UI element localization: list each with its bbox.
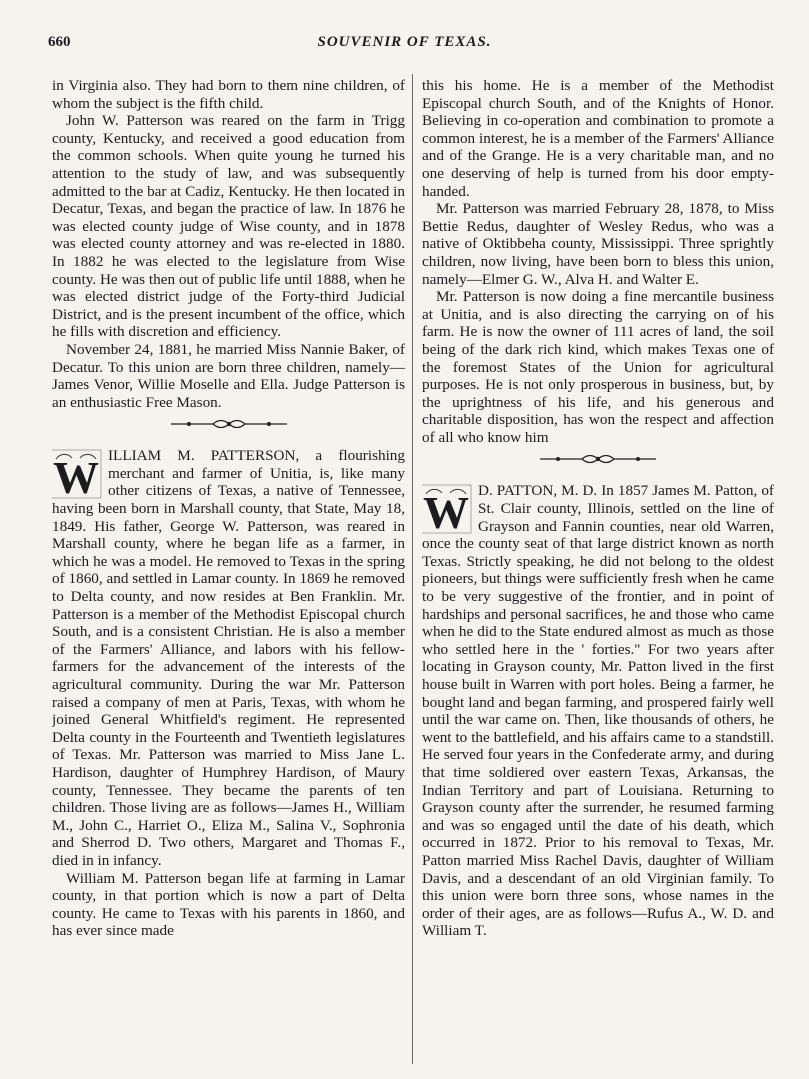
running-title: SOUVENIR OF TEXAS.	[317, 34, 492, 50]
paragraph: John W. Patterson was reared on the farm in Trigg county, Kentucky, and received a good education from the common schools. When quite young he turned his attention to the study of law, and was subsequently admitted to the bar at Cadiz, Kentucky. He then located in Decatur, Texas, and began the practice of law. In 1876 he was elected county judge of Wise county, and in 1878 was elected county attorney and was re-elected in 1880. In 1882 he was elected to the legislature from Wise county. He was then out of public life until 1888, when he was elected district judge of the Forty-third Judicial District, and is the present incumbent of the office, which he fills with discretion and efficiency.	[52, 112, 405, 341]
paragraph: ILLIAM M. PATTERSON, a flourishing merchant and farmer of Unitia, is, like many other citizens of Texas, a native of Tennessee, having been born in Marshall county, that State, May 18, 1849. His father, George W. Patterson, was reared in Marshall county, where he began life as a farmer, in which he was a model. He removed to Texas in the spring of 1860, and settled in Lamar county. In 1869 he removed to Delta county, and now resides at Ben Franklin. Mr. Patterson is a member of the Methodist Episcopal church South, and is a consistent Christian. He is also a member of the Farmers' Alliance, and labors with his fellow-farmers for the advancement of the interests of the agricultural community. During the war Mr. Patterson raised a company of men at Paris, Texas, with whom he joined General Whitfield's regiment. He represented Delta county in the Fourteenth and Twentieth legislatures of Texas. Mr. Patterson was married to Miss Jane L. Hardison, daughter of Humphrey Hardison, of Maury county, Tennessee. They became the parents of ten children. Those living are as follows—James H., William M., John C., Harriet O., Eliza M., Salina V., Sophronia and Sherrod D. Two others, Margaret and Thomas F., died in in infancy.	[52, 447, 405, 869]
biography-w-d-patton	[422, 482, 774, 939]
right-column	[422, 77, 774, 940]
paragraph: William M. Patterson began life at farming in Lamar county, in that portion which is now a part of Delta county. He came to Texas with his parents in 1860, and has ever since made	[52, 869, 405, 940]
section-ornament	[52, 417, 405, 435]
page-number: 660	[48, 34, 71, 50]
paragraph: Mr. Patterson was married February 28, 1878, to Miss Bettie Redus, daughter of Wesley Redus, who was a native of Oktibbeha county, Mississippi. Three sprightly children, now living, have been born to bless this union, namely—Elmer G. W., Alva H. and Walter E.	[422, 200, 774, 288]
paragraph: this his home. He is a member of the Methodist Episcopal church South, and of the Knights of Honor. Believing in co-operation and combination to promote a common interest, he is a member of the Farmers' Alliance and of the Grange. He is a very charitable man, and no one deserving of help is turned from his door empty-handed.	[422, 77, 774, 200]
left-column	[52, 77, 405, 940]
column-divider	[412, 74, 413, 1064]
paragraph: November 24, 1881, he married Miss Nannie Baker, of Decatur. To this union are born three children, namely—James Venor, Willie Moselle and Ella. Judge Patterson is an enthusiastic Free Mason.	[52, 340, 405, 411]
dropcap-w	[52, 449, 102, 499]
dropcap-w	[422, 484, 472, 534]
biography-name: ILLIAM M. PATTERSON,	[108, 447, 300, 465]
svg-text:W: W	[423, 487, 469, 535]
paragraph: D. PATTON, M. D. In 1857 James M. Patton, of St. Clair county, Illinois, settled on the line of Grayson and Fannin counties, near old Warren, once the county seat of that large district known as north Texas. Strictly speaking, he did not belong to the oldest pioneers, but things were sufficiently fresh when he came to be very suggestive of the frontier, and in point of hardships and personal sacrifices, he and those who came when he did to the State endured almost as much as those who settled here in the ' forties." For two years after locating in Grayson county, Mr. Patton lived in the first house built in Warren with port holes. Being a farmer, he bought land and began farming, and prospered fairly well until the war came on. Then, like thousands of others, he went to the battlefield, and his affairs came to a standstill. He served four years in the Confederate army, and during that time soldiered over eastern Texas, Arkansas, the Indian Territory and part of Louisiana. Returning to Grayson county after the surrender, he resumed farming and was so engaged until the date of his death, which occurred in 1872. Prior to his removal to Texas, Mr. Patton married Miss Rachel Davis, daughter of William Davis, and a descendant of an old Virginian family. To this union were born three sons, whose names in the order of their ages, are as follows—Rufus A., W. D. and William T.	[422, 482, 774, 940]
biography-name: D. PATTON, M. D.	[478, 482, 598, 500]
paragraph: Mr. Patterson is now doing a fine mercantile business at Unitia, and is also directing the carrying on of his farm. He is now the owner of 111 acres of land, the soil being of the dark rich kind, which makes Texas one of the foremost States of the Union for agricultural purposes. He is not only prosperous in business, but, by the uprightness of his life, and his generous and charitable disposition, has won the respect and affection of all who know him	[422, 288, 774, 446]
svg-text:W: W	[53, 452, 99, 500]
page-header	[0, 34, 809, 54]
section-ornament	[422, 452, 774, 470]
paragraph: in Virginia also. They had born to them nine children, of whom the subject is the fifth child.	[52, 77, 405, 112]
biography-william-m-patterson	[52, 447, 405, 869]
